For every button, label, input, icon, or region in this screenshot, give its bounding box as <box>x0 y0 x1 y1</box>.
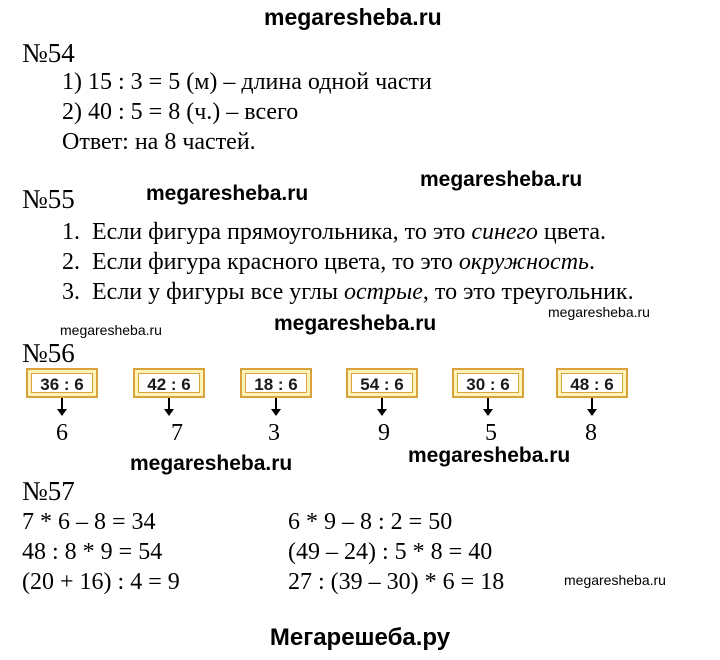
arrow-down-icon <box>57 409 67 416</box>
arrow-down-icon <box>483 409 493 416</box>
equation: 6 * 9 – 8 : 2 = 50 <box>288 509 453 535</box>
expression-card <box>26 368 98 398</box>
expression-card <box>556 368 628 398</box>
arrow-down-icon <box>587 409 597 416</box>
task-54-line: 2) 40 : 5 = 8 (ч.) – всего <box>62 99 299 125</box>
item-text: Если у фигуры все углы <box>92 279 345 305</box>
task-55-item <box>62 248 595 276</box>
watermark: megaresheba.ru <box>420 168 583 191</box>
expression-card <box>452 368 524 398</box>
card-answer: 3 <box>268 420 280 446</box>
item-number: 3. <box>62 279 80 305</box>
item-emphasis: окружность <box>458 249 589 275</box>
task-54-title: №54 <box>22 38 75 68</box>
footer-watermark: Мегарешеба.ру <box>269 624 451 651</box>
watermark: megaresheba.ru <box>130 452 293 475</box>
task-55-item <box>62 278 634 306</box>
expression-text: 42 : 6 <box>138 373 200 393</box>
equation: (20 + 16) : 4 = 9 <box>22 569 180 595</box>
watermark: megaresheba.ru <box>60 322 162 338</box>
equation: 7 * 6 – 8 = 34 <box>22 509 156 535</box>
arrow-down-icon <box>164 409 174 416</box>
card-answer: 8 <box>585 420 597 446</box>
item-number: 2. <box>62 249 80 275</box>
item-emphasis: острые <box>344 279 423 305</box>
item-emphasis: синего <box>471 219 538 245</box>
expression-card <box>133 368 205 398</box>
expression-text: 30 : 6 <box>457 373 519 393</box>
task-57-title: №57 <box>22 476 75 506</box>
watermark: megaresheba.ru <box>564 572 666 588</box>
item-text: цвета. <box>537 219 607 245</box>
equation: 48 : 8 * 9 = 54 <box>22 539 163 565</box>
item-text: , то это треугольник. <box>422 279 634 305</box>
watermark-top: megaresheba.ru <box>264 4 442 30</box>
item-text: Если фигура красного цвета, то это <box>92 249 459 275</box>
arrow-down-icon <box>271 409 281 416</box>
task-55-item <box>62 218 606 246</box>
card-answer: 9 <box>378 420 390 446</box>
expression-text: 18 : 6 <box>245 373 307 393</box>
expression-card <box>346 368 418 398</box>
task-54-answer: Ответ: на 8 частей. <box>62 129 256 155</box>
expression-card <box>240 368 312 398</box>
item-text: . <box>588 249 595 275</box>
watermark: megaresheba.ru <box>274 312 437 335</box>
card-answer: 5 <box>485 420 497 446</box>
watermark: megaresheba.ru <box>146 182 309 205</box>
item-number: 1. <box>62 219 80 245</box>
expression-text: 48 : 6 <box>561 373 623 393</box>
equation: (49 – 24) : 5 * 8 = 40 <box>288 539 493 565</box>
card-answer: 7 <box>171 420 183 446</box>
card-answer: 6 <box>56 420 68 446</box>
item-text: Если фигура прямоугольника, то это <box>92 219 472 245</box>
expression-text: 54 : 6 <box>351 373 413 393</box>
task-55-title: №55 <box>22 184 75 214</box>
watermark: megaresheba.ru <box>408 444 571 467</box>
task-56-title: №56 <box>22 338 75 368</box>
watermark: megaresheba.ru <box>548 304 650 320</box>
arrow-down-icon <box>377 409 387 416</box>
equation: 27 : (39 – 30) * 6 = 18 <box>288 569 505 595</box>
task-54-line: 1) 15 : 3 = 5 (м) – длина одной части <box>62 69 432 95</box>
expression-text: 36 : 6 <box>31 373 93 393</box>
